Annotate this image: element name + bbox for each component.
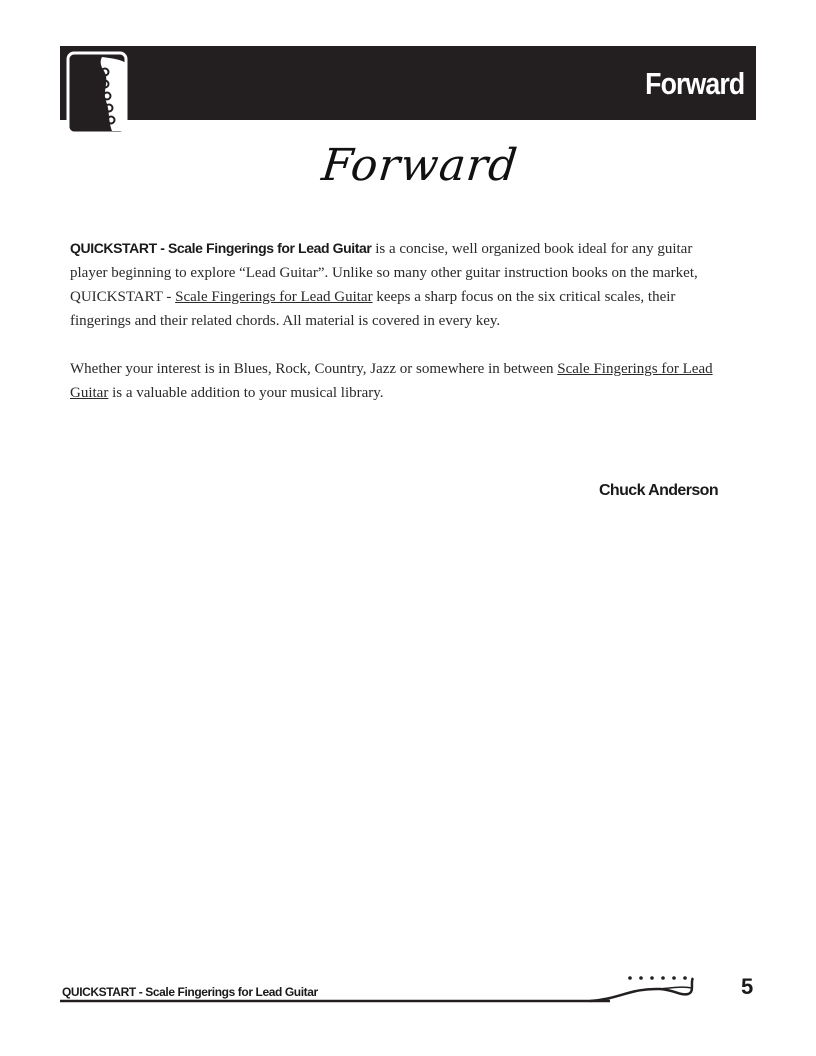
- intro-paragraph: [70, 236, 720, 333]
- book-title-bold: QUICKSTART - Scale Fingerings for Lead Guitar: [70, 240, 372, 256]
- book-title-underlined: Scale Fingerings for Lead Guitar: [175, 289, 373, 305]
- footer-book-title: QUICKSTART - Scale Fingerings for Lead Guitar: [62, 985, 318, 999]
- second-paragraph: [70, 357, 720, 405]
- paragraph-text: is a concise, well organized book ideal for any guitar player beginning to explore “Lead Guitar”. Unlike so many other guitar instruction books on the market, QUICKSTART -: [70, 241, 698, 305]
- guitar-headstock-icon: [66, 51, 128, 135]
- page-number: 5: [741, 974, 754, 999]
- book-title-underlined: Scale Fingerings for Lead Guitar: [70, 361, 713, 401]
- paragraph-text: Whether your interest is in Blues, Rock, Country, Jazz or somewhere in between: [70, 361, 558, 377]
- paragraph-text: is a valuable addition to your musical library.: [108, 385, 384, 401]
- body-text: [70, 236, 720, 429]
- page-header-title: Forward: [644, 66, 744, 101]
- page-title: Forward: [319, 140, 521, 191]
- author-signature: Chuck Anderson: [598, 482, 718, 499]
- paragraph-text: keeps a sharp focus on the six critical scales, their fingerings and their related chords. All material is covered in every key.: [70, 289, 676, 329]
